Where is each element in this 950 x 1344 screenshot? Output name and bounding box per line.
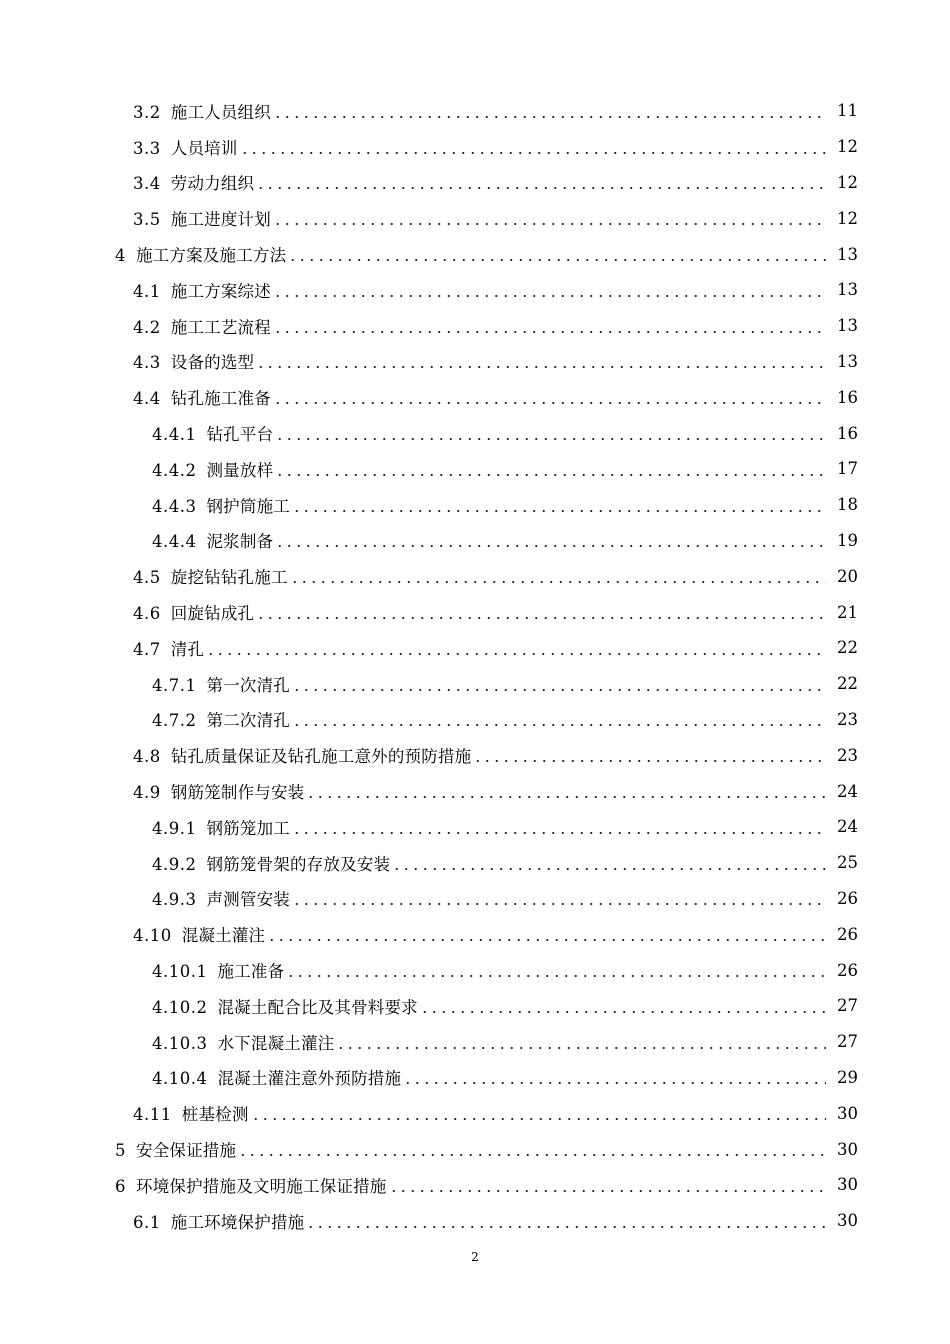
- toc-entry[interactable]: [0, 379, 950, 415]
- toc-entry-page: 25: [837, 853, 858, 873]
- toc-entry-label: [133, 314, 271, 338]
- toc-entry-title: 人员培训: [170, 138, 238, 158]
- toc-entry-title: 钢护筒施工: [206, 496, 290, 516]
- toc-entry-label: [133, 99, 271, 123]
- toc-entry-number: 4.10.3: [152, 1033, 208, 1053]
- toc-entry[interactable]: [0, 93, 950, 129]
- toc-entry-number: 4.2: [133, 317, 161, 337]
- toc-entry-page: 16: [837, 423, 858, 443]
- toc-entry-title: 钢筋笼骨架的存放及安装: [206, 854, 391, 874]
- toc-entry-title: 桩基检测: [181, 1105, 249, 1125]
- toc-entry[interactable]: [0, 236, 950, 272]
- toc-entry-page: 12: [837, 172, 858, 192]
- toc-entry-label: [115, 1137, 236, 1161]
- toc-entry[interactable]: [0, 451, 950, 487]
- toc-entry-label: [152, 707, 290, 731]
- toc-entry-label: [133, 278, 271, 302]
- toc-entry-page: 30: [837, 1175, 858, 1195]
- toc-entry-label: [133, 564, 288, 588]
- dot-leader: [286, 974, 826, 978]
- dot-leader: [256, 616, 826, 620]
- toc-entry-title: 设备的选型: [170, 353, 255, 373]
- toc-entry-page: 27: [837, 996, 858, 1016]
- toc-entry[interactable]: [0, 666, 950, 702]
- dot-leader: [273, 401, 826, 405]
- toc-entry-page: 13: [837, 351, 858, 371]
- toc-entry-title: 声测管安装: [206, 890, 290, 910]
- toc-entry-label: [133, 922, 265, 946]
- toc-entry-label: [133, 385, 271, 409]
- dot-leader: [273, 222, 826, 226]
- dot-leader: [275, 544, 826, 548]
- toc-entry-title: 第二次清孔: [206, 711, 290, 731]
- toc-entry-number: 6.1: [133, 1212, 161, 1232]
- toc-entry-number: 4.1: [133, 281, 161, 301]
- toc-entry[interactable]: [0, 594, 950, 630]
- toc-entry-label: [152, 1030, 334, 1054]
- toc-entry[interactable]: [0, 702, 950, 738]
- toc-entry-page: 11: [837, 101, 858, 121]
- toc-entry-label: [152, 528, 273, 552]
- toc-entry-page: 23: [837, 745, 858, 765]
- toc-entry-number: 4.5: [133, 568, 161, 588]
- dot-leader: [292, 902, 826, 906]
- toc-entry-title: 环境保护措施及文明施工保证措施: [136, 1176, 387, 1196]
- toc-entry-number: 4.4.1: [152, 425, 197, 445]
- dot-leader: [240, 151, 826, 155]
- toc-entry-number: 4.7: [133, 639, 161, 659]
- toc-entry-number: 4.6: [133, 604, 161, 624]
- dot-leader: [288, 258, 826, 262]
- table-of-contents: [0, 93, 950, 1239]
- toc-entry[interactable]: [0, 1167, 950, 1203]
- dot-leader: [206, 652, 826, 656]
- dot-leader: [403, 1081, 826, 1085]
- toc-entry-page: 27: [837, 1032, 858, 1052]
- toc-entry-number: 4.3: [133, 353, 161, 373]
- toc-entry-number: 3.3: [133, 138, 161, 158]
- toc-entry-page: 17: [837, 459, 858, 479]
- toc-entry-page: 19: [837, 530, 858, 550]
- toc-entry[interactable]: [0, 1203, 950, 1239]
- toc-entry-page: 20: [837, 566, 858, 586]
- toc-entry-page: 26: [837, 924, 858, 944]
- dot-leader: [292, 688, 826, 692]
- dot-leader: [292, 509, 826, 513]
- toc-entry-label: [133, 636, 204, 660]
- toc-entry-title: 劳动力组织: [170, 174, 255, 194]
- toc-entry-title: 回旋钻成孔: [170, 604, 255, 624]
- dot-leader: [256, 365, 826, 369]
- page-number: 2: [471, 1250, 479, 1264]
- dot-leader: [251, 1117, 826, 1121]
- toc-entry-number: 4.7.1: [152, 675, 197, 695]
- toc-entry-label: [152, 457, 273, 481]
- toc-entry[interactable]: [0, 272, 950, 308]
- toc-entry-page: 24: [837, 817, 858, 837]
- toc-entry[interactable]: [0, 415, 950, 451]
- toc-entry[interactable]: [0, 165, 950, 201]
- dot-leader: [273, 330, 826, 334]
- toc-entry-title: 钻孔平台: [206, 425, 274, 445]
- toc-entry-label: [152, 672, 290, 696]
- toc-entry-page: 12: [837, 208, 858, 228]
- toc-entry-title: 水下混凝土灌注: [217, 1033, 335, 1053]
- toc-entry-label: [152, 958, 284, 982]
- toc-entry-label: [133, 349, 254, 373]
- toc-entry[interactable]: [0, 558, 950, 594]
- toc-entry-number: 4.11: [133, 1105, 172, 1125]
- toc-entry-page: 12: [837, 137, 858, 157]
- dot-leader: [267, 938, 826, 942]
- dot-leader: [256, 186, 826, 190]
- toc-entry[interactable]: [0, 487, 950, 523]
- toc-entry-page: 26: [837, 888, 858, 908]
- toc-entry-number: 3.5: [133, 210, 161, 230]
- toc-entry-number: 4.4: [133, 389, 161, 409]
- toc-entry-number: 4.4.2: [152, 460, 197, 480]
- toc-entry-label: [115, 242, 286, 266]
- toc-entry[interactable]: [0, 916, 950, 952]
- toc-entry-page: 26: [837, 960, 858, 980]
- toc-entry-label: [152, 851, 390, 875]
- toc-entry-title: 施工环境保护措施: [170, 1212, 305, 1232]
- toc-entry-number: 4.10.4: [152, 1069, 208, 1089]
- dot-leader: [238, 1153, 826, 1157]
- toc-entry-page: 18: [837, 495, 858, 515]
- toc-entry-label: [152, 815, 290, 839]
- toc-entry[interactable]: [0, 129, 950, 165]
- toc-entry-label: [133, 206, 271, 230]
- toc-entry-label: [152, 493, 290, 517]
- toc-entry-title: 混凝土灌注意外预防措施: [217, 1069, 402, 1089]
- toc-entry-title: 施工人员组织: [170, 102, 271, 122]
- toc-entry-number: 3.2: [133, 102, 161, 122]
- toc-entry-page: 16: [837, 387, 858, 407]
- toc-entry[interactable]: [0, 308, 950, 344]
- toc-entry-label: [133, 1101, 249, 1125]
- toc-entry[interactable]: [0, 988, 950, 1024]
- toc-entry-label: [133, 1209, 304, 1233]
- toc-entry-label: [133, 779, 304, 803]
- toc-entry-label: [152, 994, 418, 1018]
- toc-entry-page: 22: [837, 674, 858, 694]
- toc-entry-page: 30: [837, 1211, 858, 1231]
- toc-entry[interactable]: [0, 1095, 950, 1131]
- toc-entry-label: [133, 743, 471, 767]
- toc-entry[interactable]: [0, 344, 950, 380]
- toc-entry-number: 4.4.4: [152, 532, 197, 552]
- dot-leader: [336, 1046, 826, 1050]
- toc-entry-title: 施工工艺流程: [170, 317, 271, 337]
- toc-entry[interactable]: [0, 1024, 950, 1060]
- dot-leader: [473, 759, 826, 763]
- dot-leader: [420, 1010, 826, 1014]
- dot-leader: [273, 115, 826, 119]
- dot-leader: [306, 795, 826, 799]
- toc-entry-page: 21: [837, 602, 858, 622]
- toc-entry-number: 5: [115, 1141, 126, 1160]
- toc-entry[interactable]: [0, 809, 950, 845]
- toc-entry-title: 施工准备: [217, 962, 285, 982]
- toc-entry[interactable]: [0, 952, 950, 988]
- toc-entry-title: 泥浆制备: [206, 532, 274, 552]
- toc-entry-title: 施工方案及施工方法: [136, 246, 287, 266]
- dot-leader: [273, 294, 826, 298]
- toc-entry-number: 4: [115, 246, 126, 266]
- toc-entry-title: 混凝土配合比及其骨料要求: [217, 997, 418, 1017]
- toc-entry-page: 13: [837, 244, 858, 264]
- dot-leader: [292, 831, 826, 835]
- dot-leader: [389, 1189, 827, 1193]
- toc-entry-page: 13: [837, 280, 858, 300]
- toc-entry-page: 30: [837, 1139, 858, 1159]
- toc-entry[interactable]: [0, 1131, 950, 1167]
- dot-leader: [306, 1225, 826, 1229]
- toc-entry-label: [133, 170, 254, 194]
- toc-entry-number: 4.9.1: [152, 818, 197, 838]
- toc-entry-title: 钢筋笼制作与安装: [170, 783, 305, 803]
- toc-entry-number: 4.7.2: [152, 711, 197, 731]
- toc-entry-page: 22: [837, 638, 858, 658]
- toc-entry-page: 13: [837, 316, 858, 336]
- toc-entry[interactable]: [0, 881, 950, 917]
- toc-entry-number: 4.9.2: [152, 854, 197, 874]
- toc-entry[interactable]: [0, 773, 950, 809]
- toc-entry-title: 施工方案综述: [170, 281, 271, 301]
- toc-entry-title: 安全保证措施: [136, 1141, 237, 1160]
- toc-entry-title: 第一次清孔: [206, 675, 290, 695]
- toc-entry-title: 混凝土灌注: [181, 926, 266, 946]
- dot-leader: [292, 723, 826, 727]
- toc-entry-label: [152, 421, 273, 445]
- toc-entry-title: 钻孔施工准备: [170, 389, 271, 409]
- toc-entry-number: 4.10.2: [152, 997, 208, 1017]
- toc-entry-label: [152, 1065, 401, 1089]
- toc-entry-title: 测量放样: [206, 460, 274, 480]
- toc-entry-title: 钻孔质量保证及钻孔施工意外的预防措施: [170, 747, 472, 767]
- dot-leader: [275, 473, 826, 477]
- toc-entry[interactable]: [0, 845, 950, 881]
- toc-entry-label: [133, 135, 238, 159]
- toc-entry-title: 旋挖钻钻孔施工: [170, 568, 288, 588]
- toc-entry[interactable]: [0, 1060, 950, 1096]
- toc-entry-number: 4.9: [133, 783, 161, 803]
- toc-entry-title: 钢筋笼加工: [206, 818, 290, 838]
- toc-entry-page: 24: [837, 781, 858, 801]
- toc-entry-number: 6: [115, 1176, 126, 1196]
- dot-leader: [392, 867, 826, 871]
- toc-entry[interactable]: [0, 737, 950, 773]
- toc-entry-number: 4.8: [133, 747, 161, 767]
- toc-entry-label: [115, 1173, 387, 1197]
- toc-entry-label: [152, 886, 290, 910]
- toc-entry-page: 30: [837, 1103, 858, 1123]
- dot-leader: [290, 580, 826, 584]
- toc-entry-number: 3.4: [133, 174, 161, 194]
- dot-leader: [275, 437, 826, 441]
- toc-entry-number: 4.10.1: [152, 962, 208, 982]
- toc-entry-title: 施工进度计划: [170, 210, 271, 230]
- toc-entry[interactable]: [0, 630, 950, 666]
- toc-entry-number: 4.10: [133, 926, 172, 946]
- toc-entry-label: [133, 600, 254, 624]
- toc-entry-page: 23: [837, 709, 858, 729]
- toc-entry-page: 29: [837, 1067, 858, 1087]
- toc-entry-title: 清孔: [170, 639, 205, 659]
- toc-entry-number: 4.9.3: [152, 890, 197, 910]
- toc-entry[interactable]: [0, 200, 950, 236]
- toc-entry-number: 4.4.3: [152, 496, 197, 516]
- toc-entry[interactable]: [0, 523, 950, 559]
